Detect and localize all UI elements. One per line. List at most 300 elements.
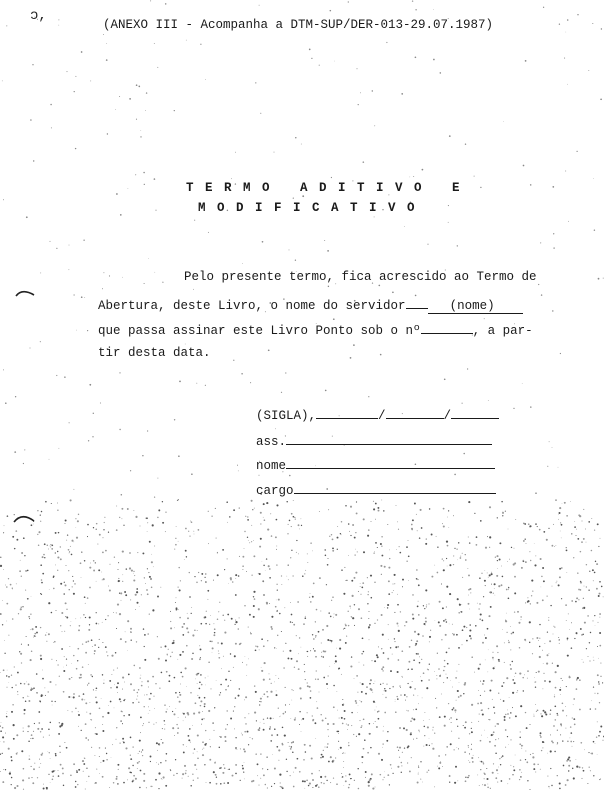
speck — [591, 518, 592, 519]
speck — [439, 625, 441, 627]
speck — [32, 64, 33, 65]
speck — [489, 592, 491, 594]
speck — [485, 637, 487, 639]
speck — [263, 719, 264, 720]
speck — [343, 752, 344, 753]
speck — [274, 767, 276, 769]
speck — [208, 232, 209, 233]
speck — [306, 779, 308, 781]
speck — [102, 674, 103, 675]
speck — [492, 657, 494, 659]
speck — [412, 681, 413, 682]
speck — [218, 611, 219, 612]
year-blank — [451, 406, 499, 419]
speck — [205, 385, 206, 386]
speck — [514, 576, 516, 578]
speck — [579, 709, 581, 711]
speck — [377, 507, 379, 509]
speck — [291, 658, 293, 660]
speck — [504, 716, 506, 718]
speck — [418, 767, 419, 768]
speck — [290, 602, 291, 603]
speck — [432, 748, 434, 750]
speck — [307, 685, 309, 687]
speck — [457, 598, 459, 600]
speck — [2, 624, 3, 625]
speck — [571, 647, 573, 649]
speck — [549, 653, 550, 654]
speck — [296, 635, 297, 636]
speck — [489, 506, 491, 508]
speck — [378, 718, 380, 720]
speck — [469, 624, 471, 626]
speck — [416, 569, 417, 570]
speck — [30, 119, 32, 121]
speck — [135, 594, 137, 596]
speck — [77, 648, 79, 650]
speck — [150, 786, 152, 788]
speck — [48, 691, 49, 692]
body-line-4 — [98, 346, 528, 360]
speck — [276, 610, 277, 611]
speck — [10, 772, 11, 773]
speck — [98, 623, 99, 624]
speck — [325, 555, 327, 557]
speck — [328, 761, 330, 763]
speck — [499, 559, 501, 561]
margin-tick-mark — [12, 512, 36, 526]
speck — [416, 578, 418, 580]
speck — [598, 546, 599, 547]
speck — [96, 523, 98, 525]
speck — [229, 769, 230, 770]
speck — [323, 750, 324, 751]
speck — [210, 688, 211, 689]
speck — [490, 606, 492, 608]
speck — [603, 740, 604, 741]
speck — [132, 781, 134, 783]
speck — [75, 618, 76, 619]
speck — [554, 694, 555, 695]
speck — [286, 501, 287, 502]
speck — [389, 784, 390, 785]
speck — [187, 714, 189, 716]
speck — [180, 684, 181, 685]
speck — [246, 664, 247, 665]
speck — [538, 764, 539, 765]
speck — [514, 676, 515, 677]
speck — [259, 475, 260, 476]
speck — [471, 656, 473, 658]
speck — [375, 542, 377, 544]
speck — [96, 529, 97, 530]
speck — [140, 770, 142, 772]
speck — [368, 396, 369, 397]
speck — [419, 657, 420, 658]
speck — [483, 763, 485, 765]
speck — [446, 541, 448, 543]
corner-mark: ɔ, — [30, 8, 47, 24]
speck — [588, 521, 590, 523]
speck — [209, 739, 210, 740]
speck — [159, 744, 160, 745]
speck — [286, 759, 287, 760]
title-line-2: MODIFICATIVO — [198, 201, 427, 215]
speck — [57, 570, 58, 571]
speck — [40, 658, 42, 660]
speck — [372, 90, 373, 91]
speck — [510, 712, 512, 714]
speck — [31, 734, 33, 736]
speck — [191, 521, 193, 523]
speck — [168, 649, 169, 650]
speck — [321, 656, 322, 657]
speck — [10, 584, 12, 586]
speck — [599, 632, 601, 634]
speck — [567, 655, 569, 657]
speck — [501, 566, 502, 567]
speck — [378, 510, 380, 512]
speck — [109, 787, 110, 788]
speck — [425, 621, 427, 623]
speck — [456, 549, 457, 550]
speck — [213, 730, 214, 731]
speck — [162, 728, 163, 729]
speck — [131, 570, 133, 572]
speck — [145, 583, 146, 584]
speck — [389, 549, 390, 550]
speck — [21, 662, 22, 663]
speck — [294, 517, 295, 518]
speck — [80, 562, 82, 564]
speck — [2, 727, 4, 729]
speck — [373, 501, 374, 502]
speck — [488, 708, 489, 709]
speck — [435, 620, 436, 621]
speck — [266, 691, 268, 693]
speck — [155, 683, 156, 684]
speck — [429, 664, 430, 665]
speck — [207, 599, 208, 600]
speck — [15, 530, 17, 532]
speck — [278, 678, 279, 679]
speck — [316, 701, 317, 702]
speck — [494, 588, 495, 589]
speck — [254, 598, 256, 600]
speck — [560, 734, 561, 735]
speck — [589, 571, 590, 572]
speck — [530, 560, 531, 561]
speck — [535, 523, 537, 525]
speck — [574, 526, 576, 528]
speck — [433, 9, 434, 10]
speck — [361, 701, 362, 702]
speck — [510, 649, 511, 650]
speck — [6, 603, 8, 605]
speck — [205, 623, 207, 625]
speck — [271, 683, 272, 684]
speck — [5, 402, 7, 404]
speck — [192, 634, 194, 636]
speck — [70, 774, 72, 776]
speck — [155, 210, 156, 211]
speck — [514, 562, 516, 564]
speck — [600, 538, 601, 539]
speck — [375, 787, 376, 788]
speck — [491, 680, 493, 682]
speck — [90, 674, 92, 676]
speck — [369, 723, 370, 724]
number-blank — [421, 321, 473, 334]
speck — [24, 449, 25, 450]
speck — [190, 785, 192, 787]
speck — [2, 80, 3, 81]
speck — [91, 719, 92, 720]
speck — [274, 682, 275, 683]
speck — [200, 648, 202, 650]
speck — [576, 680, 577, 681]
speck — [330, 10, 332, 12]
speck — [50, 546, 51, 547]
speck — [496, 769, 498, 771]
speck — [530, 724, 531, 725]
speck — [368, 626, 370, 628]
speck — [195, 679, 196, 680]
speck — [436, 707, 437, 708]
speck — [351, 712, 352, 713]
speck — [60, 546, 61, 547]
speck — [454, 709, 456, 711]
speck — [119, 698, 121, 700]
speck — [449, 624, 450, 625]
speck — [49, 459, 50, 460]
speck — [457, 690, 459, 692]
speck — [384, 777, 385, 778]
speck — [253, 605, 255, 607]
speck — [281, 584, 282, 585]
speck — [331, 600, 332, 601]
speck — [468, 760, 469, 761]
speck — [559, 782, 561, 784]
cargo-blank — [294, 481, 496, 494]
speck — [5, 733, 6, 734]
speck — [509, 717, 511, 719]
speck — [121, 494, 123, 496]
speck — [382, 670, 383, 671]
speck — [508, 589, 509, 590]
speck — [547, 596, 548, 597]
speck — [144, 695, 145, 696]
speck — [237, 465, 238, 466]
speck — [384, 566, 386, 568]
speck — [286, 643, 287, 644]
speck — [409, 646, 411, 648]
speck — [297, 601, 298, 602]
speck — [426, 538, 427, 539]
speck — [423, 605, 424, 606]
speck — [392, 592, 393, 593]
speck — [158, 658, 160, 660]
speck — [497, 773, 498, 774]
speck — [493, 652, 494, 653]
speck — [352, 617, 354, 619]
speck — [494, 745, 496, 747]
speck — [301, 144, 302, 145]
speck — [467, 368, 468, 369]
speck — [8, 748, 10, 750]
speck — [513, 766, 514, 767]
speck — [588, 590, 589, 591]
speck — [224, 632, 226, 634]
speck — [437, 572, 439, 574]
speck — [61, 648, 63, 650]
speck — [294, 667, 295, 668]
speck — [151, 587, 153, 589]
speck — [438, 767, 440, 769]
speck — [85, 737, 87, 739]
speck — [398, 630, 400, 632]
speck — [556, 582, 557, 583]
speck — [358, 591, 359, 592]
speck — [308, 785, 310, 787]
speck — [392, 291, 394, 293]
speck — [44, 557, 45, 558]
speck — [557, 775, 558, 776]
speck — [230, 577, 232, 579]
speck — [178, 567, 179, 568]
speck — [562, 740, 563, 741]
speck — [154, 708, 155, 709]
speck — [116, 739, 117, 740]
speck — [351, 725, 352, 726]
speck — [525, 539, 526, 540]
speck — [165, 531, 166, 532]
speck — [452, 687, 453, 688]
speck — [67, 534, 68, 535]
speck — [320, 757, 321, 758]
speck — [600, 725, 602, 727]
speck — [419, 662, 421, 664]
speck — [585, 528, 586, 529]
speck — [480, 187, 481, 188]
speck — [174, 627, 175, 628]
speck — [405, 621, 407, 623]
speck — [220, 783, 222, 785]
speck — [338, 733, 339, 734]
speck — [289, 650, 291, 652]
speck — [427, 244, 428, 245]
speck — [350, 535, 351, 536]
speck — [313, 638, 314, 639]
speck — [89, 384, 91, 386]
speck — [130, 755, 131, 756]
speck — [408, 669, 409, 670]
speck — [28, 700, 30, 702]
speck — [232, 581, 234, 583]
speck — [307, 712, 308, 713]
speck — [285, 704, 286, 705]
speck — [29, 755, 30, 756]
speck — [215, 774, 217, 776]
speck — [381, 536, 383, 538]
speck — [560, 723, 562, 725]
speck — [296, 540, 297, 541]
speck — [439, 601, 441, 603]
speck — [233, 711, 234, 712]
speck — [573, 698, 575, 700]
speck — [506, 589, 508, 591]
speck — [99, 707, 101, 709]
speck — [336, 731, 338, 733]
speck — [232, 775, 234, 777]
speck — [562, 703, 564, 705]
speck — [58, 25, 59, 26]
speck — [43, 737, 44, 738]
speck — [65, 523, 66, 524]
speck — [160, 647, 161, 648]
speck — [55, 564, 56, 565]
speck — [564, 58, 565, 59]
speck — [414, 631, 416, 633]
speck — [164, 724, 165, 725]
speck — [535, 682, 536, 683]
speck — [299, 724, 300, 725]
speck — [139, 667, 141, 669]
speck — [151, 554, 152, 555]
speck — [418, 614, 420, 616]
speck — [260, 701, 261, 702]
speck — [462, 403, 463, 404]
speck — [463, 693, 464, 694]
speck — [150, 756, 152, 758]
speck — [224, 620, 225, 621]
speck — [515, 755, 516, 756]
speck — [76, 330, 77, 331]
speck — [533, 768, 535, 770]
speck — [99, 747, 101, 749]
speck — [137, 552, 138, 553]
speck — [5, 585, 6, 586]
speck — [488, 577, 489, 578]
speck — [337, 691, 338, 692]
speck — [404, 226, 405, 227]
speck — [3, 369, 4, 370]
speck — [446, 746, 448, 748]
speck — [499, 542, 501, 544]
speck — [581, 520, 582, 521]
speck — [68, 696, 70, 698]
speck — [419, 537, 421, 539]
speck — [315, 656, 317, 658]
speck — [511, 633, 513, 635]
speck — [279, 613, 281, 615]
speck — [467, 777, 468, 778]
speck — [577, 538, 579, 540]
speck — [252, 509, 253, 510]
speck — [148, 707, 149, 708]
speck — [465, 721, 467, 723]
speck — [395, 699, 396, 700]
speck — [429, 745, 430, 746]
speck — [9, 682, 10, 683]
speck — [398, 626, 399, 627]
speck — [250, 737, 251, 738]
speck — [525, 712, 526, 713]
speck — [443, 569, 445, 571]
speck — [404, 747, 405, 748]
speck — [427, 726, 429, 728]
speck — [333, 318, 335, 320]
